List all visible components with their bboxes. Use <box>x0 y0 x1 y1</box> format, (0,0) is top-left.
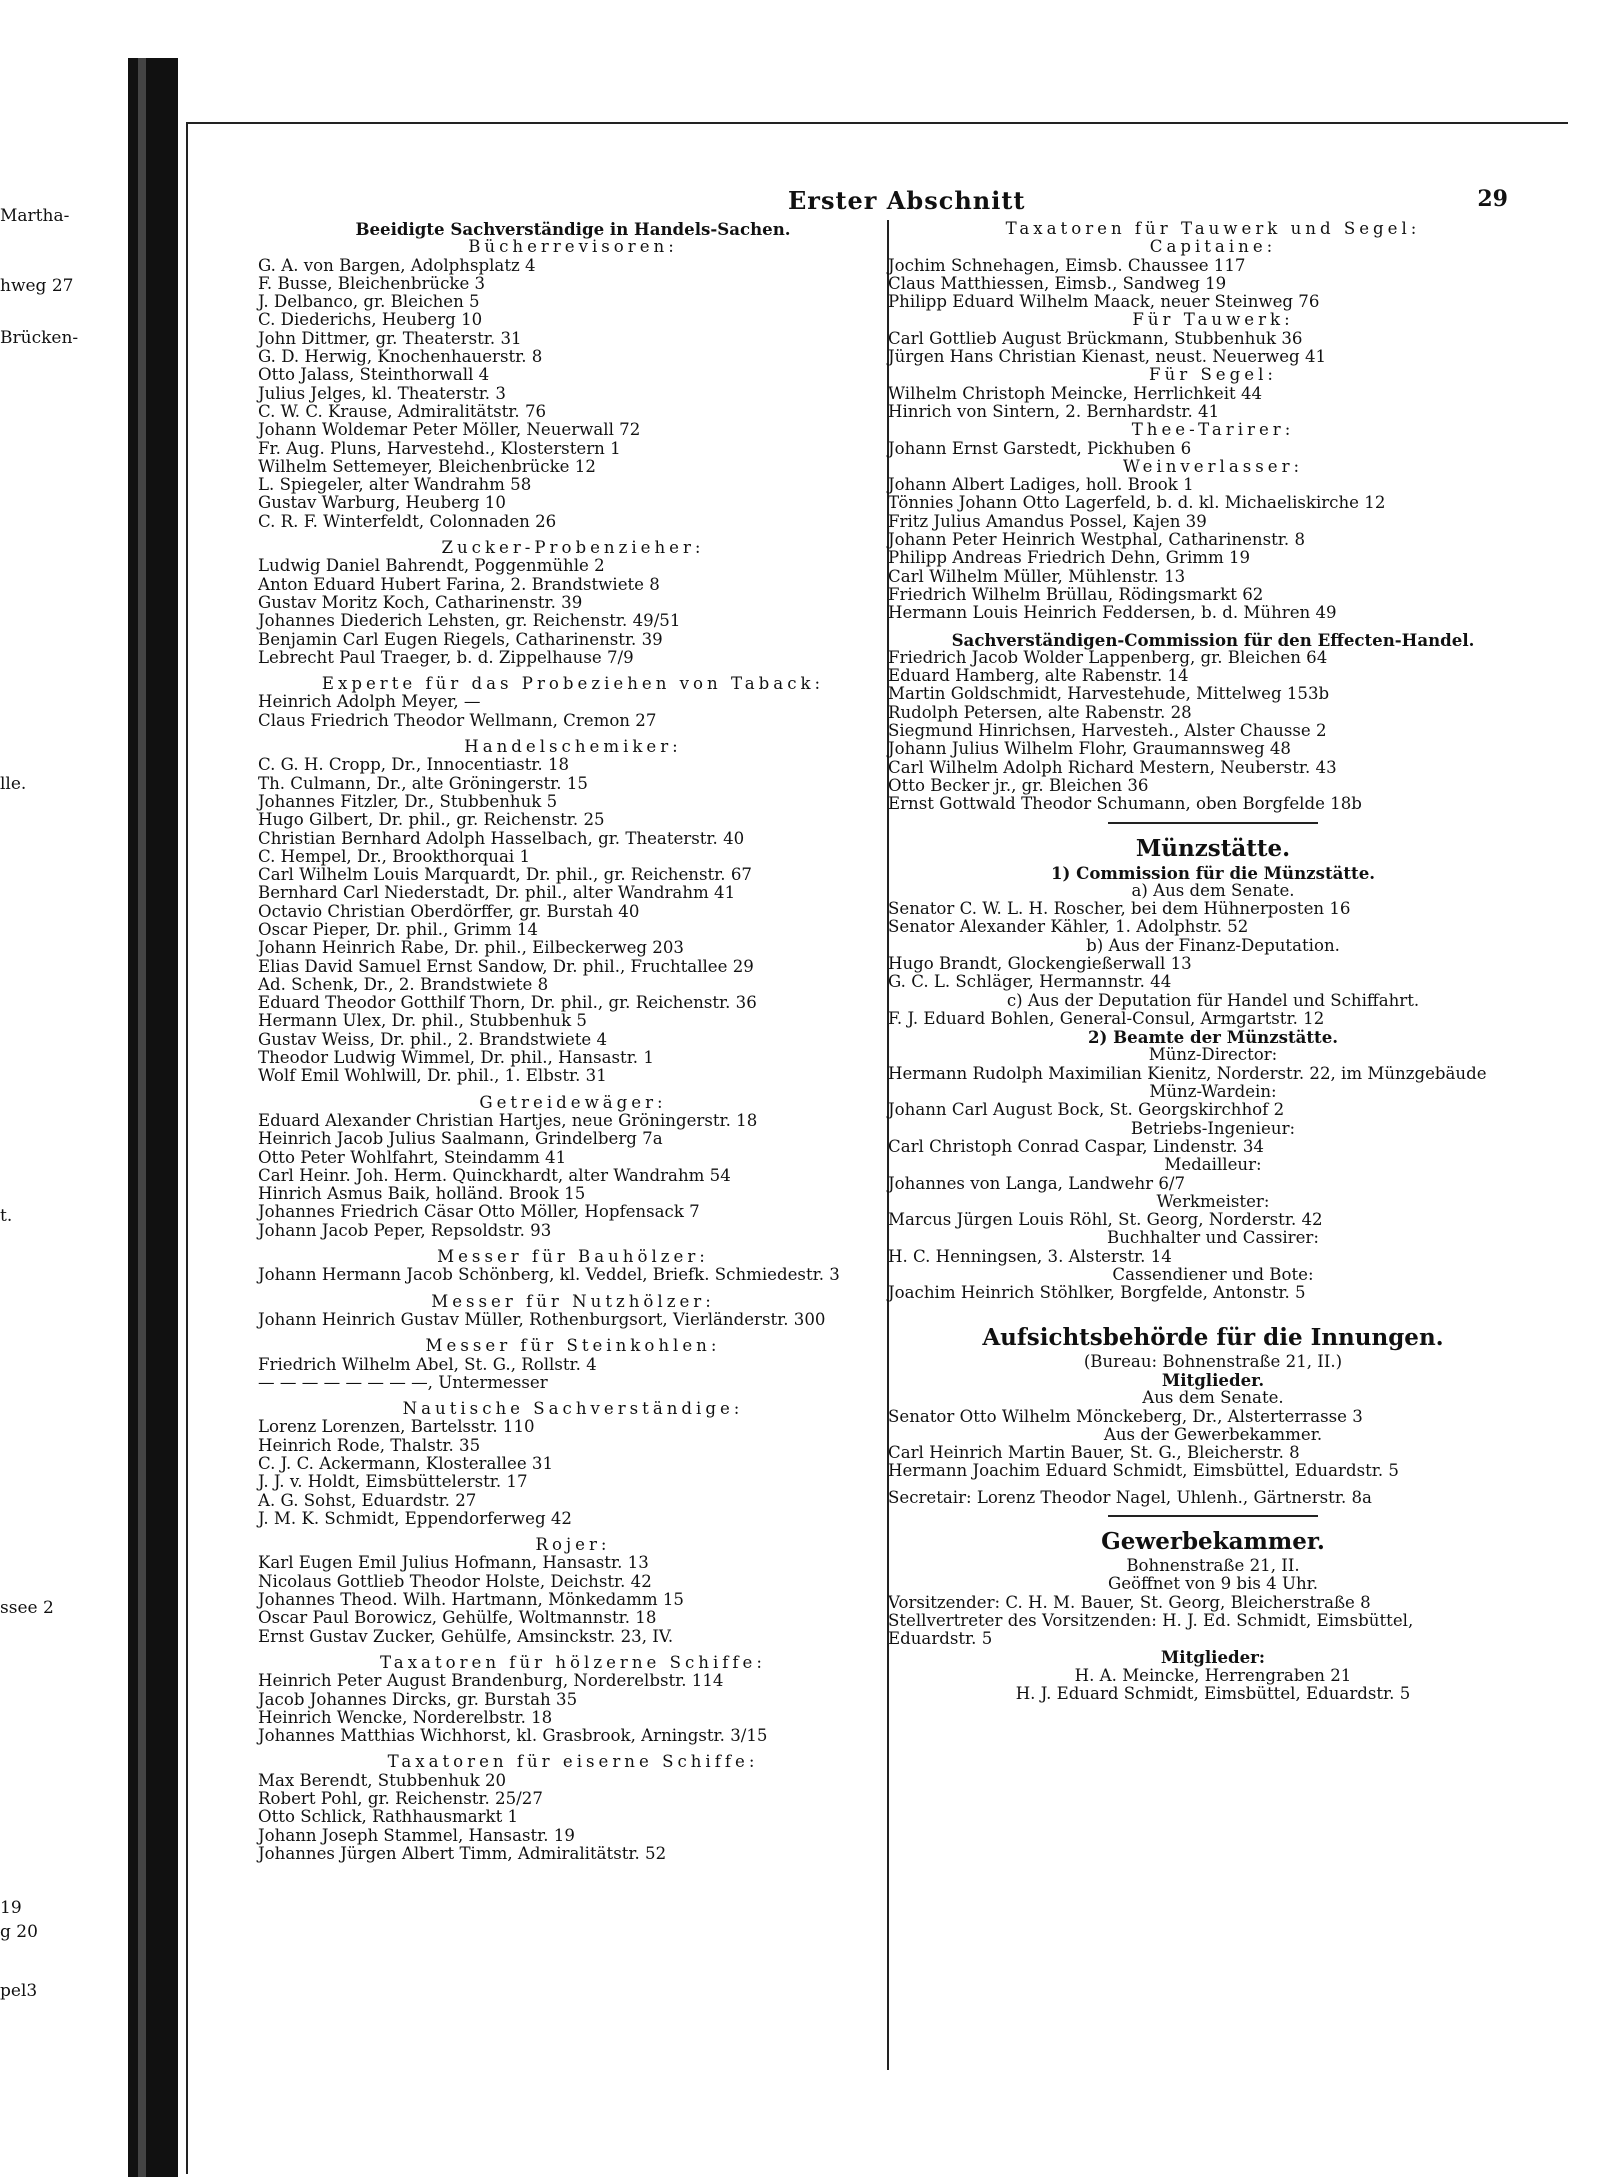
directory-entry: Otto Schlick, Rathhausmarkt 1 <box>258 1807 519 1827</box>
directory-entry: Christian Bernhard Adolph Hasselbach, gr. Theaterstr. 40 <box>258 828 745 848</box>
directory-entry: Elias David Samuel Ernst Sandow, Dr. phil., Fruchtallee 29 <box>258 956 754 976</box>
category-heading: Zucker-Probenzieher: <box>441 538 705 558</box>
directory-entry: Johann Woldemar Peter Möller, Neuerwall 72 <box>258 420 641 440</box>
directory-entry: Claus Matthiessen, Eimsb., Sandweg 19 <box>888 273 1227 293</box>
directory-entry: Oscar Pieper, Dr. phil., Grimm 14 <box>258 919 538 939</box>
directory-entry: Heinrich Rode, Thalstr. 35 <box>258 1435 481 1455</box>
directory-entry: Joachim Heinrich Stöhlker, Borgfelde, Antonstr. 5 <box>888 1283 1306 1303</box>
category-heading: Taxatoren für Tauwerk und Segel: <box>1005 219 1421 238</box>
directory-entry: Eduardstr. 5 <box>888 1629 993 1649</box>
directory-entry: H. C. Henningsen, 3. Alsterstr. 14 <box>888 1246 1172 1266</box>
centered-line: Münz-Wardein: <box>1149 1082 1277 1102</box>
category-heading: Taxatoren für eiserne Schiffe: <box>387 1752 759 1772</box>
directory-entry: Carl Heinrich Martin Bauer, St. G., Bleicherstr. 8 <box>888 1443 1300 1463</box>
directory-entry: Johann Heinrich Rabe, Dr. phil., Eilbeckerweg 203 <box>258 938 684 958</box>
subheading: 1) Commission für die Münzstätte. <box>1050 862 1376 883</box>
directory-entry: C. R. F. Winterfeldt, Colonnaden 26 <box>258 511 557 531</box>
directory-entry: F. J. Eduard Bohlen, General-Consul, Armgartstr. 12 <box>888 1008 1325 1028</box>
centered-line: H. J. Eduard Schmidt, Eimsbüttel, Eduardstr. 5 <box>1015 1684 1411 1704</box>
directory-entry: Stellvertreter des Vorsitzenden: H. J. Ed. Schmidt, Eimsbüttel, <box>888 1610 1414 1630</box>
category-heading: Capitaine: <box>1149 237 1277 257</box>
directory-entry: Karl Eugen Emil Julius Hofmann, Hansastr. 13 <box>258 1553 649 1573</box>
directory-entry: Johann Peter Heinrich Westphal, Catharinenstr. 8 <box>888 530 1306 550</box>
previous-page-edge <box>0 58 180 2177</box>
centered-line: Werkmeister: <box>1156 1191 1270 1211</box>
centered-line: Cassendiener und Bote: <box>1112 1265 1314 1285</box>
margin-fragment: ssee 2 <box>0 1598 54 1618</box>
running-header <box>188 186 1518 216</box>
directory-entry: Lorenz Lorenzen, Bartelsstr. 110 <box>258 1417 535 1437</box>
directory-entry: Gustav Warburg, Heuberg 10 <box>258 493 506 513</box>
directory-entry: Senator Otto Wilhelm Mönckeberg, Dr., Alsterterrasse 3 <box>888 1406 1363 1426</box>
directory-entry: Th. Culmann, Dr., alte Gröningerstr. 15 <box>258 773 588 793</box>
directory-entry: Marcus Jürgen Louis Röhl, St. Georg, Norderstr. 42 <box>888 1210 1323 1230</box>
margin-fragment: pel3 <box>0 1981 38 2001</box>
centered-line: b) Aus der Finanz-Deputation. <box>1086 935 1340 955</box>
directory-entry: G. C. L. Schläger, Hermannstr. 44 <box>888 972 1172 992</box>
directory-entry: F. Busse, Bleichenbrücke 3 <box>258 273 486 293</box>
directory-entry: Fr. Aug. Pluns, Harvestehd., Klosterstern 1 <box>258 438 621 458</box>
directory-entry: J. J. v. Holdt, Eimsbüttelerstr. 17 <box>258 1472 528 1492</box>
directory-entry: Ernst Gottwald Theodor Schumann, oben Borgfelde 18b <box>888 794 1362 814</box>
directory-entry: Eduard Theodor Gotthilf Thorn, Dr. phil., gr. Reichenstr. 36 <box>258 993 757 1013</box>
directory-entry: Anton Eduard Hubert Farina, 2. Brandstwiete 8 <box>258 574 660 594</box>
category-heading: Getreidewäger: <box>479 1092 667 1112</box>
directory-entry: Carl Heinr. Joh. Herm. Quinckhardt, alter Wandrahm 54 <box>258 1165 731 1185</box>
directory-entry: Fritz Julius Amandus Possel, Kajen 39 <box>888 511 1207 531</box>
directory-entry: Ludwig Daniel Bahrendt, Poggenmühle 2 <box>258 556 605 576</box>
directory-entry: Otto Jalass, Steinthorwall 4 <box>258 365 490 385</box>
directory-entry: Friedrich Jacob Wolder Lappenberg, gr. Bleichen 64 <box>888 647 1328 667</box>
directory-entry: Lebrecht Paul Traeger, b. d. Zippelhause 7/9 <box>258 647 634 667</box>
directory-entry: C. G. H. Cropp, Dr., Innocentiastr. 18 <box>258 755 570 775</box>
directory-entry: Robert Pohl, gr. Reichenstr. 25/27 <box>258 1789 543 1809</box>
directory-entry: Hinrich von Sintern, 2. Bernhardstr. 41 <box>888 401 1220 421</box>
directory-entry: Hugo Brandt, Glockengießerwall 13 <box>888 953 1192 973</box>
directory-entry: J. M. K. Schmidt, Eppendorferweg 42 <box>258 1508 572 1528</box>
major-heading: Gewerbekammer. <box>1101 1528 1325 1555</box>
directory-entry: Eduard Hamberg, alte Rabenstr. 14 <box>888 666 1189 686</box>
directory-entry: Senator C. W. L. H. Roscher, bei dem Hühnerposten 16 <box>888 899 1351 919</box>
centered-line: Münz-Director: <box>1148 1045 1278 1065</box>
directory-entry: A. G. Sohst, Eduardstr. 27 <box>258 1490 477 1510</box>
directory-entry: Wolf Emil Wohlwill, Dr. phil., 1. Elbstr. 31 <box>258 1066 607 1086</box>
margin-fragment: lle. <box>0 774 27 794</box>
subheading: Mitglieder: <box>1160 1647 1266 1668</box>
document-page <box>186 122 1568 2174</box>
directory-entry: Benjamin Carl Eugen Riegels, Catharinenstr. 39 <box>258 629 663 649</box>
section-heading: Beeidigte Sachverständige in Handels-Sachen. <box>355 219 791 239</box>
directory-entry: Bernhard Carl Niederstadt, Dr. phil., alter Wandrahm 41 <box>258 883 736 903</box>
binding-gutter <box>138 58 146 2177</box>
directory-entry: Carl Wilhelm Müller, Mühlenstr. 13 <box>888 566 1186 586</box>
category-heading: Taxatoren für hölzerne Schiffe: <box>380 1652 766 1672</box>
category-heading: Messer für Bauhölzer: <box>437 1247 709 1267</box>
centered-line: Aus dem Senate. <box>1142 1388 1284 1408</box>
centered-line: Betriebs-Ingenieur: <box>1130 1118 1296 1138</box>
directory-entry: Johannes Jürgen Albert Timm, Admiralitätstr. 52 <box>258 1843 667 1863</box>
centered-line: Medailleur: <box>1164 1155 1262 1175</box>
directory-entry: Johann Ernst Garstedt, Pickhuben 6 <box>888 438 1192 458</box>
directory-entry: C. Diederichs, Heuberg 10 <box>258 310 483 330</box>
spacer <box>888 1303 1538 1317</box>
directory-entry: C. J. C. Ackermann, Klosterallee 31 <box>258 1454 554 1473</box>
category-heading: Thee-Tarirer: <box>1131 420 1295 440</box>
directory-entry: Oscar Paul Borowicz, Gehülfe, Woltmannstr. 18 <box>258 1608 657 1628</box>
directory-entry: Hermann Joachim Eduard Schmidt, Eimsbüttel, Eduardstr. 5 <box>888 1461 1399 1481</box>
directory-entry: Jacob Johannes Dircks, gr. Burstah 35 <box>258 1689 578 1709</box>
centered-line: Buchhalter und Cassirer: <box>1107 1228 1319 1248</box>
directory-entry: Gustav Weiss, Dr. phil., 2. Brandstwiete 4 <box>258 1029 608 1049</box>
category-heading: Für Tauwerk: <box>1132 310 1294 330</box>
directory-entry: Wilhelm Settemeyer, Bleichenbrücke 12 <box>258 456 596 476</box>
directory-entry: Hugo Gilbert, Dr. phil., gr. Reichenstr. 25 <box>258 810 605 830</box>
directory-entry: Octavio Christian Oberdörffer, gr. Burstah 40 <box>258 901 640 921</box>
directory-entry: Tönnies Johann Otto Lagerfeld, b. d. kl. Michaeliskirche 12 <box>888 493 1386 513</box>
directory-entry: Senator Alexander Kähler, 1. Adolphstr. 52 <box>888 917 1249 937</box>
directory-entry: Friedrich Wilhelm Brüllau, Rödingsmarkt 62 <box>888 584 1264 604</box>
category-heading: Handelschemiker: <box>464 737 682 757</box>
directory-entry: Gustav Moritz Koch, Catharinenstr. 39 <box>258 592 583 612</box>
section-rule <box>1108 1515 1318 1517</box>
directory-entry: Wilhelm Christoph Meincke, Herrlichkeit 44 <box>888 383 1263 403</box>
directory-entry: Claus Friedrich Theodor Wellmann, Cremon 27 <box>258 710 657 730</box>
directory-entry: Friedrich Wilhelm Abel, St. G., Rollstr. 4 <box>258 1354 597 1374</box>
directory-entry: Vorsitzender: C. H. M. Bauer, St. Georg, Bleicherstraße 8 <box>888 1592 1371 1612</box>
directory-entry: G. D. Herwig, Knochenhauerstr. 8 <box>258 347 543 367</box>
directory-entry: J. Delbanco, gr. Bleichen 5 <box>258 292 480 312</box>
major-heading: Münzstätte. <box>1135 834 1291 862</box>
category-heading: Messer für Steinkohlen: <box>425 1336 721 1356</box>
category-heading: Bücherrevisoren: <box>468 237 678 257</box>
margin-fragment: Martha- <box>0 206 70 226</box>
margin-fragment: g 20 <box>0 1922 38 1942</box>
page-number: 29 <box>1477 186 1508 212</box>
category-heading: Weinverlasser: <box>1122 456 1304 476</box>
margin-fragment: 19 <box>0 1898 22 1918</box>
directory-entry: Johann Carl August Bock, St. Georgskirchhof 2 <box>888 1100 1285 1120</box>
directory-entry: C. Hempel, Dr., Brookthorquai 1 <box>258 846 530 866</box>
section-heading: Sachverständigen-Commission für den Effecten-Handel. <box>951 629 1475 650</box>
directory-entry: Johannes Theod. Wilh. Hartmann, Mönkedamm 15 <box>258 1590 684 1610</box>
directory-entry: John Dittmer, gr. Theaterstr. 31 <box>258 328 522 348</box>
directory-entry: Martin Goldschmidt, Harvestehude, Mittelweg 153b <box>888 684 1330 704</box>
directory-entry: Heinrich Peter August Brandenburg, Norderelbstr. 114 <box>258 1671 724 1691</box>
directory-entry: Johann Hermann Jacob Schönberg, kl. Veddel, Briefk. Schmiedestr. 3 <box>258 1265 840 1285</box>
directory-entry: Johann Jacob Peper, Repsoldstr. 93 <box>258 1220 552 1240</box>
directory-entry: Julius Jelges, kl. Theaterstr. 3 <box>258 383 506 403</box>
directory-entry: Theodor Ludwig Wimmel, Dr. phil., Hansastr. 1 <box>258 1048 654 1068</box>
directory-entry: Heinrich Adolph Meyer, — <box>258 692 481 712</box>
directory-entry: — — — — — — — —, Untermesser <box>258 1372 548 1392</box>
directory-entry: G. A. von Bargen, Adolphsplatz 4 <box>258 255 536 275</box>
margin-fragment: hweg 27 <box>0 276 74 296</box>
directory-entry: Siegmund Hinrichsen, Harvesteh., Alster Chausse 2 <box>888 721 1327 741</box>
directory-entry: C. W. C. Krause, Admiralitätstr. 76 <box>258 401 547 421</box>
subheading: Mitglieder. <box>1161 1369 1265 1390</box>
directory-entry: Ad. Schenk, Dr., 2. Brandstwiete 8 <box>258 974 549 994</box>
right-column <box>888 220 1538 1703</box>
directory-entry: Max Berendt, Stubbenhuk 20 <box>258 1770 507 1790</box>
centered-line: Geöffnet von 9 bis 4 Uhr. <box>1107 1574 1319 1594</box>
directory-entry: Philipp Eduard Wilhelm Maack, neuer Steinweg 76 <box>888 292 1320 312</box>
directory-entry: Jürgen Hans Christian Kienast, neust. Neuerweg 41 <box>888 347 1327 367</box>
centered-line: a) Aus dem Senate. <box>1131 880 1295 900</box>
directory-entry: Eduard Alexander Christian Hartjes, neue Gröningerstr. 18 <box>258 1110 758 1130</box>
centered-line: (Bureau: Bohnenstraße 21, II.) <box>1083 1351 1343 1371</box>
directory-entry: Carl Gottlieb August Brückmann, Stubbenhuk 36 <box>888 328 1303 348</box>
directory-entry: Johannes Matthias Wichhorst, kl. Grasbrook, Arningstr. 3/15 <box>258 1726 768 1746</box>
directory-entry: Johannes Friedrich Cäsar Otto Möller, Hopfensack 7 <box>258 1202 700 1222</box>
section-title: Erster Abschnitt <box>788 186 1026 215</box>
directory-entry: L. Spiegeler, alter Wandrahm 58 <box>258 475 532 495</box>
directory-entry: Carl Christoph Conrad Caspar, Lindenstr. 34 <box>888 1136 1264 1156</box>
section-rule <box>1108 822 1318 824</box>
directory-entry: Secretair: Lorenz Theodor Nagel, Uhlenh., Gärtnerstr. 8a <box>888 1487 1372 1507</box>
directory-entry: Johann Joseph Stammel, Hansastr. 19 <box>258 1825 575 1845</box>
centered-line: c) Aus der Deputation für Handel und Schiffahrt. <box>1006 990 1420 1010</box>
directory-entry: Nicolaus Gottlieb Theodor Holste, Deichstr. 42 <box>258 1571 652 1591</box>
directory-entry: Rudolph Petersen, alte Rabenstr. 28 <box>888 702 1192 722</box>
directory-entry: Hinrich Asmus Baik, holländ. Brook 15 <box>258 1184 586 1204</box>
directory-entry: Johann Julius Wilhelm Flohr, Graumannsweg 48 <box>888 739 1291 759</box>
category-heading: Experte für das Probeziehen von Taback: <box>321 674 825 694</box>
category-heading: Nautische Sachverständige: <box>402 1399 744 1419</box>
directory-entry: Johannes Fitzler, Dr., Stubbenhuk 5 <box>258 791 558 811</box>
directory-entry: Hermann Rudolph Maximilian Kienitz, Norderstr. 22, im Münzgebäude <box>888 1063 1487 1083</box>
centered-line: H. A. Meincke, Herrengraben 21 <box>1074 1665 1352 1685</box>
left-column <box>258 220 888 1863</box>
centered-line: Aus der Gewerbekammer. <box>1103 1424 1323 1444</box>
directory-entry: Otto Becker jr., gr. Bleichen 36 <box>888 775 1149 795</box>
centered-line: Bohnenstraße 21, II. <box>1126 1556 1300 1575</box>
directory-entry: Johann Albert Ladiges, holl. Brook 1 <box>888 475 1194 495</box>
margin-fragment: t. <box>0 1206 13 1226</box>
category-heading: Für Segel: <box>1149 365 1277 385</box>
directory-entry: Carl Wilhelm Adolph Richard Mestern, Neuberstr. 43 <box>888 757 1337 777</box>
margin-fragment: Brücken- <box>0 328 79 348</box>
binding-shadow <box>128 58 178 2177</box>
directory-entry: Johannes Diederich Lehsten, gr. Reichenstr. 49/51 <box>258 611 681 631</box>
directory-entry: Carl Wilhelm Louis Marquardt, Dr. phil., gr. Reichenstr. 67 <box>258 865 752 885</box>
directory-entry: Johann Heinrich Gustav Müller, Rothenburgsort, Vierländerstr. 300 <box>258 1309 826 1329</box>
category-heading: Messer für Nutzhölzer: <box>431 1291 715 1311</box>
major-heading: Aufsichtsbehörde für die Innungen. <box>982 1323 1444 1351</box>
directory-entry: Heinrich Jacob Julius Saalmann, Grindelberg 7a <box>258 1129 663 1149</box>
directory-entry: Philipp Andreas Friedrich Dehn, Grimm 19 <box>888 548 1251 568</box>
directory-entry: Johannes von Langa, Landwehr 6/7 <box>888 1173 1186 1193</box>
category-heading: Rojer: <box>535 1535 611 1555</box>
directory-entry: Hermann Ulex, Dr. phil., Stubbenhuk 5 <box>258 1011 587 1031</box>
subheading: 2) Beamte der Münzstätte. <box>1087 1027 1339 1048</box>
directory-entry: Jochim Schnehagen, Eimsb. Chaussee 117 <box>888 255 1246 275</box>
directory-entry: Otto Peter Wohlfahrt, Steindamm 41 <box>258 1147 567 1167</box>
directory-entry: Heinrich Wencke, Norderelbstr. 18 <box>258 1707 553 1727</box>
directory-entry: Hermann Louis Heinrich Feddersen, b. d. Mühren 49 <box>888 603 1337 623</box>
directory-entry: Ernst Gustav Zucker, Gehülfe, Amsinckstr. 23, IV. <box>258 1626 674 1646</box>
